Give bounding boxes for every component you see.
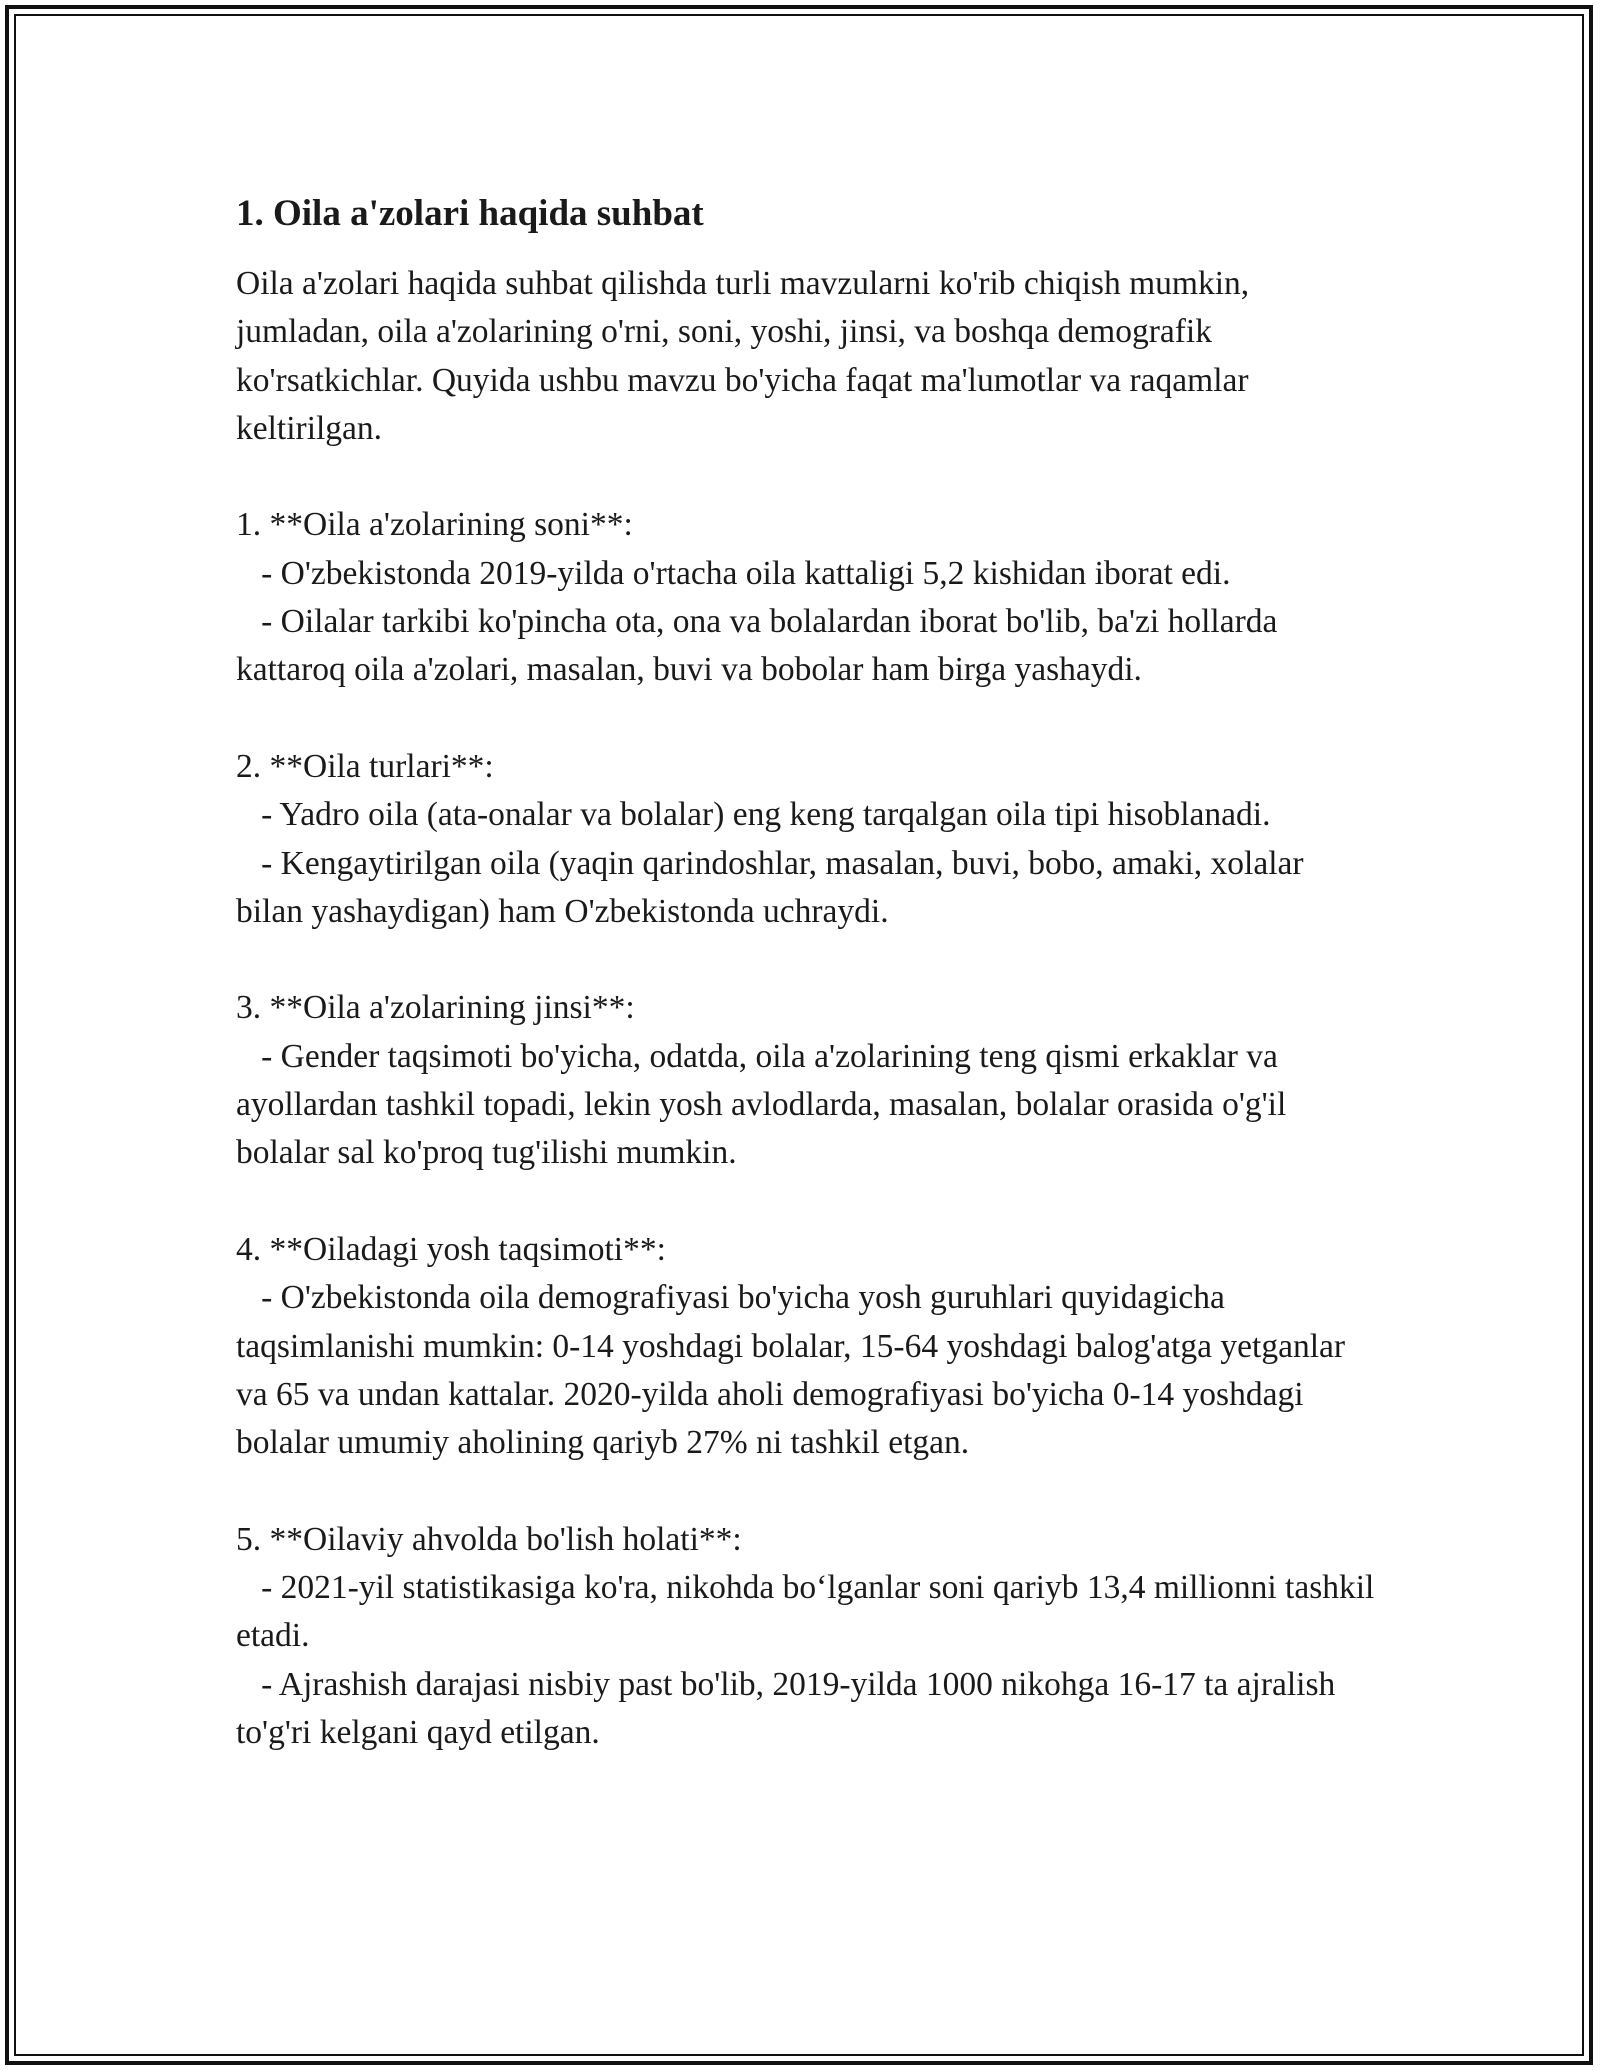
document-title: 1. Oila a'zolari haqida suhbat (236, 193, 704, 234)
section-item: - O'zbekistonda oila demografiyasi bo'yicha yosh guruhlari quyidagicha taqsimlanishi mumkin: 0-14 yoshdagi bolalar, 15-64 yoshdagi balog'atga yetganlar va 65 va undan kattalar. 2020-yilda aholi demografiyasi bo'yicha 0-14 yoshdagi bolalar umumiy aholining qariyb 27% ni tashkil etgan. (236, 1279, 1346, 1462)
section-age-distribution (236, 1226, 1376, 1467)
section-heading: 5. **Oilaviy ahvolda bo'lish holati**: (236, 1520, 742, 1558)
section-family-size (236, 501, 1376, 694)
section-item: - 2021-yil statistikasiga ko'ra, nikohda bo‘lganlar soni qariyb 13,4 millionni tashkil etadi. (236, 1569, 1375, 1655)
paragraph-spacer (236, 1178, 1376, 1226)
intro-paragraph: Oila a'zolari haqida suhbat qilishda turli mavzularni ko'rib chiqish mumkin, jumladan, oila a'zolarining o'rni, soni, yoshi, jinsi, va boshqa demografik ko'rsatkichlar. Quyida ushbu mavzu bo'yicha faqat ma'lumotlar va raqamlar keltirilgan. (236, 265, 1250, 447)
section-heading: 2. **Oila turlari**: (236, 747, 494, 785)
document-body (236, 190, 1376, 1757)
section-item: - Ajrashish darajasi nisbiy past bo'lib, 2019-yilda 1000 nikohga 16-17 ta ajralish to'g'ri kelgani qayd etilgan. (236, 1665, 1336, 1751)
section-heading: 3. **Oila a'zolarining jinsi**: (236, 989, 635, 1027)
section-item: - Yadro oila (ata-onalar va bolalar) eng keng tarqalgan oila tipi hisoblanadi. (261, 796, 1271, 834)
section-marital-status (236, 1516, 1376, 1757)
paragraph-spacer (236, 936, 1376, 984)
paragraph-spacer (236, 453, 1376, 501)
section-family-types (236, 743, 1376, 936)
section-heading: 4. **Oiladagi yosh taqsimoti**: (236, 1230, 666, 1268)
section-item: - O'zbekistonda 2019-yilda o'rtacha oila kattaligi 5,2 kishidan iborat edi. (261, 554, 1231, 592)
section-item: - Gender taqsimoti bo'yicha, odatda, oila a'zolarining teng qismi erkaklar va ayollardan tashkil topadi, lekin yosh avlodlarda, masalan, bolalar orasida o'g'il bolalar sal ko'proq tug'ilishi mumkin. (236, 1037, 1287, 1172)
section-item: - Oilalar tarkibi ko'pincha ota, ona va bolalardan iborat bo'lib, ba'zi hollarda kattaroq oila a'zolari, masalan, buvi va bobolar ham birga yashaydi. (236, 603, 1278, 689)
section-item: - Kengaytirilgan oila (yaqin qarindoshlar, masalan, buvi, bobo, amaki, xolalar bilan yashaydigan) ham O'zbekistonda uchraydi. (236, 844, 1304, 930)
section-family-gender (236, 984, 1376, 1177)
paragraph-spacer (236, 1467, 1376, 1515)
section-heading: 1. **Oila a'zolarining soni**: (236, 506, 633, 544)
paragraph-spacer (236, 695, 1376, 743)
